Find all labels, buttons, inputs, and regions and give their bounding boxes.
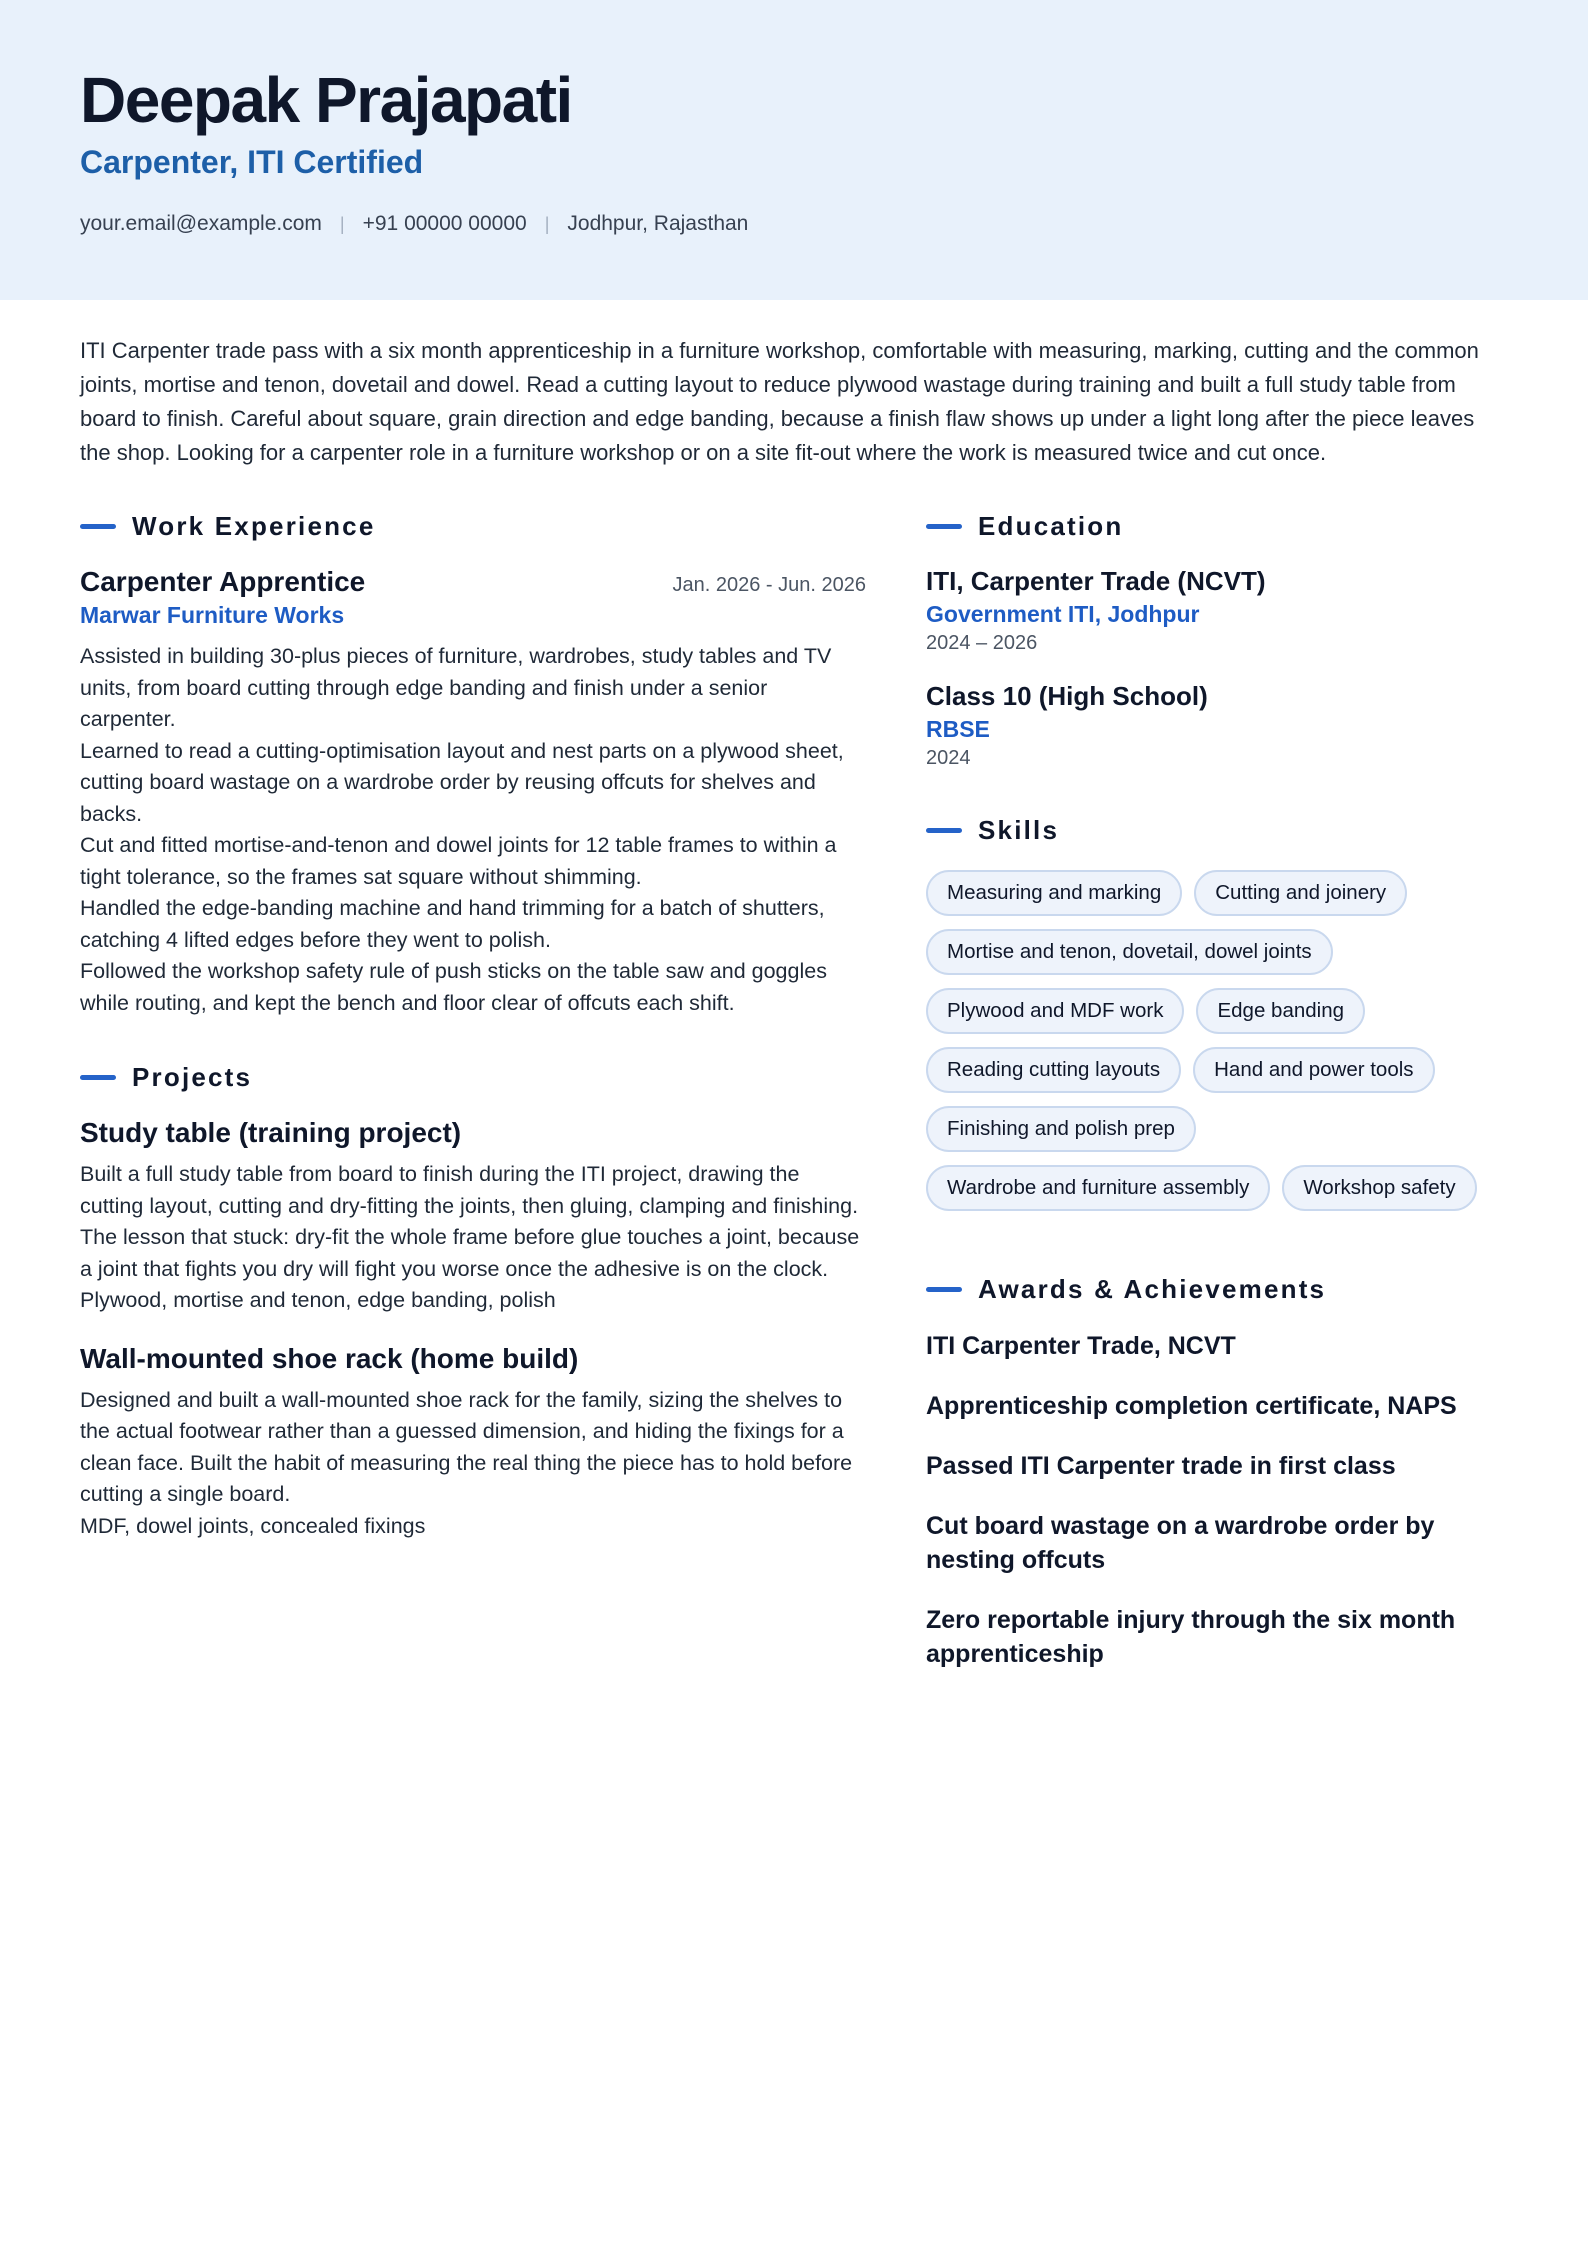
candidate-name: Deepak Prajapati [80, 64, 572, 136]
section-accent-bar [926, 1287, 962, 1292]
job-company: Marwar Furniture Works [80, 602, 345, 628]
candidate-headline: Carpenter, ITI Certified [80, 144, 424, 180]
summary-paragraph: ITI Carpenter trade pass with a six month apprenticeship in a furniture workshop, comfortable with measuring, marking, cutting and the common joints, mortise and tenon, dovetail and dowel. Read a cutting layout to reduce plywood wastage during training and built a full study table from board to finish. Careful about square, grain direction and edge banding, because a finish flaw shows up under a light long after the piece leaves the shop. Looking for a carpenter role in a furniture workshop or on a site fit-out where the work is measured twice and cut once. [80, 338, 1479, 465]
section-title-projects: Projects [80, 1057, 866, 1097]
job-bullet: Cut and fitted mortise-and-tenon and dowel joints for 12 table frames to within a tight tolerance, so the frames sat square without shimming. [80, 833, 837, 889]
resume-body [0, 506, 1588, 1697]
section-accent-bar [80, 524, 116, 529]
skill-chip: Edge banding [1196, 988, 1365, 1034]
section-accent-bar [926, 524, 962, 529]
section-title-experience: Work Experience [80, 506, 866, 546]
job-entry [80, 566, 866, 1019]
left-column [80, 506, 866, 1697]
skill-chip: Hand and power tools [1193, 1047, 1434, 1093]
job-bullets [80, 641, 866, 1019]
contact-phone[interactable]: +91 00000 00000 [362, 212, 527, 235]
project-title: Wall-mounted shoe rack (home build) [80, 1342, 579, 1374]
right-column [926, 506, 1502, 1697]
project-description: Designed and built a wall-mounted shoe rack for the family, sizing the shelves to the actual footwear rather than a guessed dimension, and hiding the fixings for a clean face. Built the habit of measuring the real thing the piece has to hold before cutting a single board. [80, 1387, 853, 1506]
skill-chip: Cutting and joinery [1194, 870, 1407, 916]
section-title-education: Education [926, 506, 1502, 546]
job-bullet: Followed the workshop safety rule of push sticks on the table saw and goggles while routing, and kept the bench and floor clear of offcuts each shift. [80, 959, 827, 1015]
job-title: Carpenter Apprentice [80, 566, 366, 597]
contact-line [80, 212, 1508, 236]
education-entry [926, 681, 1502, 770]
contact-location: Jodhpur, Rajasthan [567, 212, 749, 235]
project-tech: Plywood, mortise and tenon, edge banding, polish [80, 1288, 556, 1312]
award-item: Apprenticeship completion certificate, NAPS [926, 1392, 1457, 1420]
education-entry [926, 566, 1502, 655]
award-item: Cut board wastage on a wardrobe order by nesting offcuts [926, 1512, 1435, 1574]
job-bullet: Learned to read a cutting-optimisation layout and nest parts on a plywood sheet, cutting board wastage on a wardrobe order by reusing offcuts for shelves and backs. [80, 738, 844, 826]
job-dates: Jan. 2026 - Jun. 2026 [672, 574, 866, 596]
contact-email[interactable]: your.email@example.com [80, 212, 322, 235]
education-degree: ITI, Carpenter Trade (NCVT) [926, 566, 1266, 596]
award-item: Zero reportable injury through the six month apprenticeship [926, 1606, 1456, 1668]
contact-separator: | [544, 213, 550, 234]
award-item: ITI Carpenter Trade, NCVT [926, 1332, 1236, 1360]
contact-separator: | [339, 213, 345, 234]
education-school: Government ITI, Jodhpur [926, 601, 1200, 627]
project-entry [80, 1343, 866, 1543]
skill-chip: Mortise and tenon, dovetail, dowel joints [926, 929, 1333, 975]
section-accent-bar [926, 828, 962, 833]
job-bullet: Assisted in building 30-plus pieces of furniture, wardrobes, study tables and TV units, from board cutting through edge banding and finish under a senior carpenter. [80, 644, 832, 731]
job-bullet: Handled the edge-banding machine and hand trimming for a batch of shutters, catching 4 lifted edges before they went to polish. [80, 896, 825, 952]
skill-chip: Reading cutting layouts [926, 1047, 1181, 1093]
skill-chip: Workshop safety [1282, 1165, 1476, 1211]
section-accent-bar [80, 1075, 116, 1080]
skill-chip: Measuring and marking [926, 870, 1182, 916]
project-title: Study table (training project) [80, 1117, 462, 1148]
skill-chip: Plywood and MDF work [926, 988, 1184, 1034]
project-tech: MDF, dowel joints, concealed fixings [80, 1513, 426, 1538]
skill-chip: Finishing and polish prep [926, 1106, 1196, 1152]
education-school: RBSE [926, 716, 990, 742]
education-years: 2024 [926, 747, 971, 769]
education-years: 2024 – 2026 [926, 632, 1038, 654]
resume-header [0, 0, 1588, 300]
award-item: Passed ITI Carpenter trade in first class [926, 1452, 1396, 1480]
project-description: Built a full study table from board to finish during the ITI project, drawing the cutting layout, cutting and dry-fitting the joints, then gluing, clamping and finishing. The lesson that stuck: dry-fit the whole frame before glue touches a joint, because a joint that fights you dry will fight you worse once the adhesive is on the clock. [80, 1162, 860, 1281]
section-title-awards: Awards & Achievements [926, 1269, 1502, 1309]
awards-list [926, 1329, 1502, 1671]
project-entry [80, 1117, 866, 1317]
education-degree: Class 10 (High School) [926, 681, 1208, 711]
skill-chip: Wardrobe and furniture assembly [926, 1165, 1270, 1211]
skills-list [926, 870, 1502, 1211]
section-title-skills: Skills [926, 810, 1502, 850]
